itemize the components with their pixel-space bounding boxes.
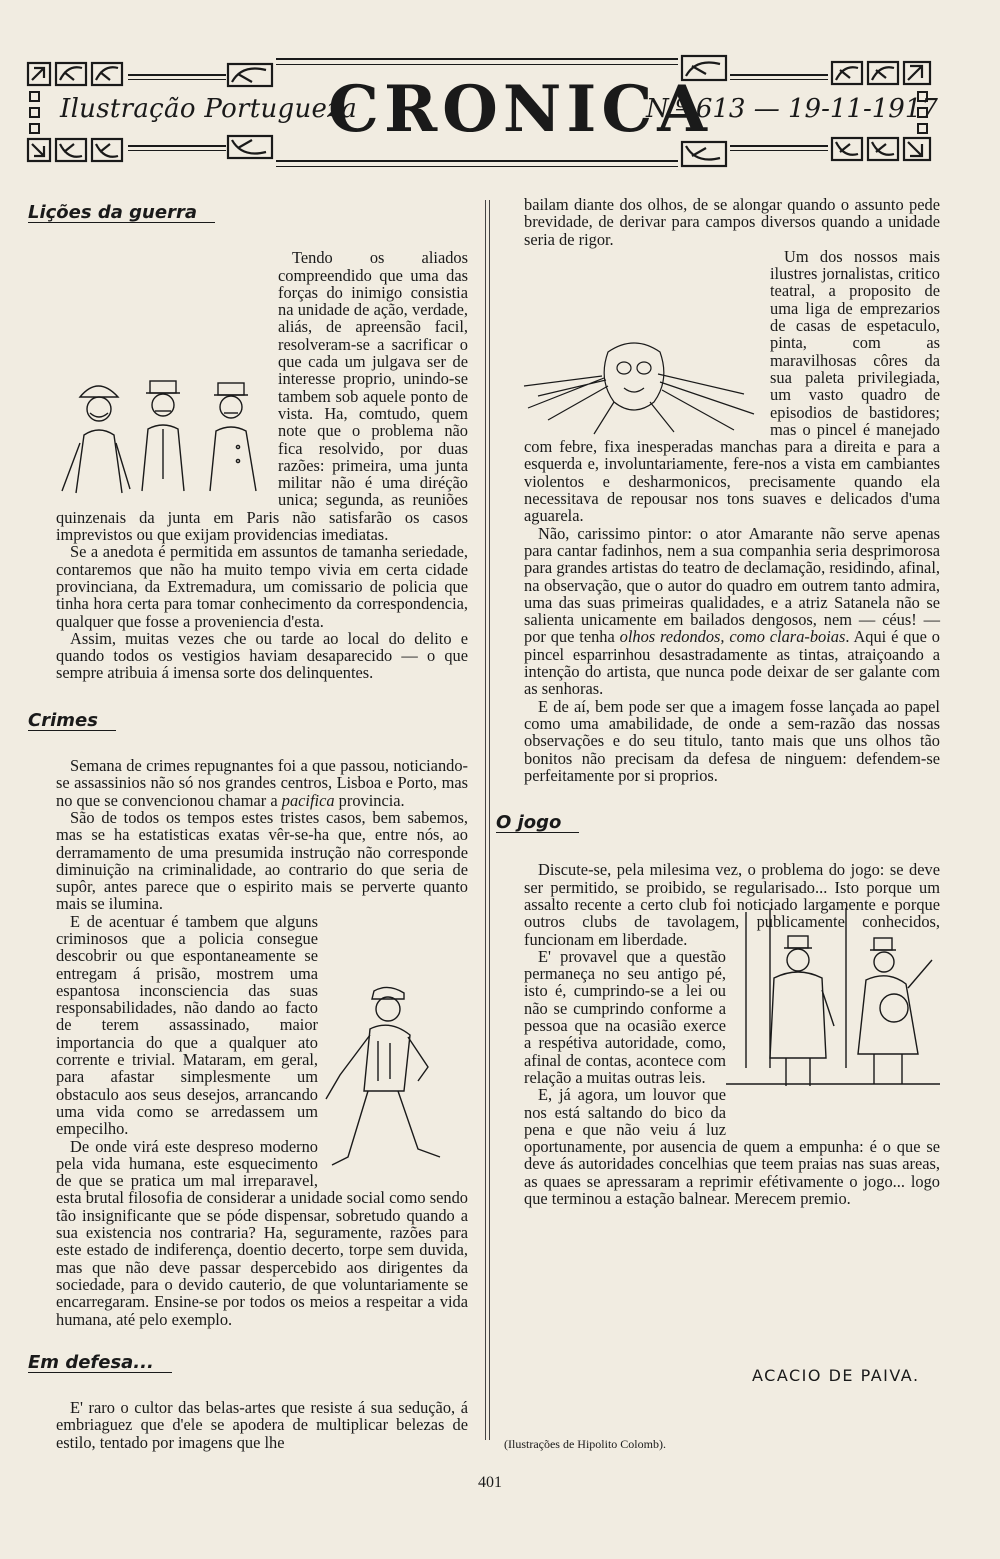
illustration-credit: (Ilustrações de Hipolito Colomb). (504, 1437, 666, 1451)
illustration-criminal (318, 981, 468, 1185)
paragraph: E, já agora, um louvor que nos está saltando do bico da pena e que não veiu á luz oportunamente, por ausencia de quem a empunha: é o que se deve ás autoridades concelhias que teem praias nas suas areas, as quaes se apressaram a reprimir efétivamente o jogo... logo que terminou a estação balnear. Merecem premio. (524, 1085, 940, 1209)
left-column (28, 196, 468, 1452)
ornament-top-mid-left (226, 62, 274, 88)
mask-drawing (524, 334, 764, 434)
illustration-mask (524, 334, 764, 438)
paragraph: bailam diante dos olhos, de se alongar quando o assunto pede brevidade, de derivar para campos diversos quando a unidade seria de rigor. (524, 195, 940, 249)
paragraph: E' provavel que a questão permaneça no seu antigo pé, isto é, cumprindo-se a lei ou não se cumprindo conforme a pessoa que na ocasião exerce a respétiva autoridade, como, afinal de contas, acontece com relação a muitas outras leis. (524, 946, 726, 1087)
illustration-gamblers (726, 908, 940, 1136)
right-column (496, 195, 940, 1209)
ornament-bottom-mid-left (226, 134, 274, 160)
author-signature: ACACIO DE PAIVA. (752, 1366, 920, 1385)
heading-licoes: Lições da guerra (28, 204, 215, 223)
soldiers-drawing (56, 373, 278, 493)
ornament-top-left (26, 60, 126, 88)
heading-jogo: O jogo (496, 814, 579, 833)
paragraph: E de aí, bem pode ser que a imagem fosse lançada ao papel como uma amabilidade, de onde a sem-razão das nossas observações e do seu titulo, tanto mais que uns olhos tão bonitos não precisam da defesa de ninguem: defendem-se perfeitamente por si proprios. (524, 696, 940, 785)
column-divider (489, 200, 490, 1440)
paragraph: Não, carissimo pintor: o ator Amarante não serve apenas para cantar fadinhos, nem a sua companhia seria desprimorosa para grandes artistas do teatro de declamação, residindo, afinal, na observação, que o autor do quadro em outrem tanto admira, uma das suas primeiras qualidades, e a atriz Satanela não se salienta unicamente em bailados dengosos, nem — céus! — por que tenha olhos redondos, como clara-boias. Aqui é que o pincel esparrinhou desastradamente as tintas, atraiçoando a intenção do artista, que nunca pode deixar de ser galante com as senhoras. (524, 523, 940, 699)
heading-defesa: Em defesa... (28, 1354, 172, 1373)
heading-crimes: Crimes (28, 712, 116, 731)
paragraph: Assim, muitas vezes che ou tarde ao local do delito e quando todos os vestigios haviam desaparecido — o que sempre atribuia á imensa sorte dos delinquentes. (56, 628, 468, 683)
paragraph: Se a anedota é permitida em assuntos de tamanha seriedade, contaremos que não ha muito tempo vivia em certa cidade provinciana, da Extremadura, um comissario de policia que tinha hora certa para tomar conhecimento da correspondencia, qualquer que fosse a proveniencia d'esta. (56, 542, 468, 631)
publication-name: Ilustração Portugueza (60, 94, 358, 124)
column-divider (485, 200, 486, 1440)
section-title: CRONICA (328, 72, 712, 147)
ornament-top-right (830, 56, 934, 88)
illustration-soldiers (56, 373, 278, 505)
gamblers-drawing (726, 908, 940, 1128)
paragraph: E de acentuar é tambem que alguns criminosos que a policia consegue descobrir ou que espontaneamente se entregam á prisão, mostrem uma espantosa inconsciencia das suas responsabilidades, não dando ao facto de terem assassinado, maior importancia do que a qualquer ato corrente e trivial. Mataram, em geral, para afastar simplesmente um obstaculo aos seus desejos, arrancando uma vida como se arredassem um empecilho. (56, 911, 318, 1139)
paragraph: Um dos nossos mais ilustres jornalistas, critico teatral, a proposito de uma liga de emprezarios de casas de espetaculo, pinta, com as maravilhosas côres da sua paleta privilegiada, um vasto quadro de episodios de bastidores; mas o pincel é manejado com febre, fixa inesperadas manchas para a direita e para a esquerda e, involuntariamente, fere-nos a vista em cambiantes violentos e desharmonicos, precisamente quando ela necessitava de repousar nos tons suaves e delicados d'uma aguarela. (524, 246, 940, 526)
paragraph: Discute-se, pela milesima vez, o problema do jogo: se deve ser permitido, se proibido, se regularisado... Isto porque um assalto recente a certo club foi noticiado largamente e porque outros clubs de tavolagem, publicamente conhecidos, funcionam em liberdade. (524, 860, 940, 949)
issue-info: N.º 613 — 19-11-1917 (646, 94, 938, 124)
ornament-bottom-left (26, 136, 126, 164)
page-number: 401 (478, 1474, 502, 1491)
ornament-side-left (28, 90, 42, 136)
criminal-drawing (318, 981, 468, 1181)
ornament-bottom-right (830, 134, 934, 166)
paragraph: Semana de crimes repugnantes foi a que passou, noticiando-se assassinios não só nos grandes centros, Lisboa e Porto, mas no que se convencionou chamar a pacifica provincia. (56, 756, 468, 810)
paragraph: E' raro o cultor das belas-artes que resiste á sua sedução, á embriaguez que d'ele se apodera de multiplicar belezas de estilo, tentado por imagens que lhe (56, 1398, 468, 1452)
paragraph: Tendo os aliados compreendido que uma das forças do inimigo consistia na unidade de ação, verdade, aliás, de apreensão facil, resolveram-se a sacrificar o que cada um julgava ser de interesse proprio, unindo-se tambem sob aquele ponto de vista. Ha, comtudo, quem note que o problema não fica resolvido, por duas razões: primeira, uma junta militar não é uma diréção unica; segunda, as reuniões quinzenais da junta em Paris não satisfarão os casos imprevistos ou que exijam providencias imediatas. (56, 248, 468, 545)
paragraph: De onde virá este despreso moderno pela vida humana, este esquecimento de que se pratica um mal irreparavel, esta brutal filosofia de considerar a unidade social como sendo tão insignificante que se póde dispensar, sobretudo quando a sua existencia nos contraria? Ha, seguramente, razões para este estado de indiferença, doentio decerto, torpe sem duvida, mas que não deve passar despercebido aos dirigentes da sociedade, para o devido cauterio, de que voluntariamente se encarregaram. Ensine-se por todos os meios a respeitar a vida humana, até pelo exemplo. (56, 1136, 468, 1329)
paragraph: São de todos os tempos estes tristes casos, bem sabemos, mas se ha estatisticas exatas vêr-se-ha que, entre nós, ao derramamento de uma presumida instrução não corresponde diminuição na criminalidade, ao contrario do que seria de supôr, antes parece que o espirito mais se perverte quanto mais se ilumina. (56, 807, 468, 914)
masthead (18, 48, 938, 173)
